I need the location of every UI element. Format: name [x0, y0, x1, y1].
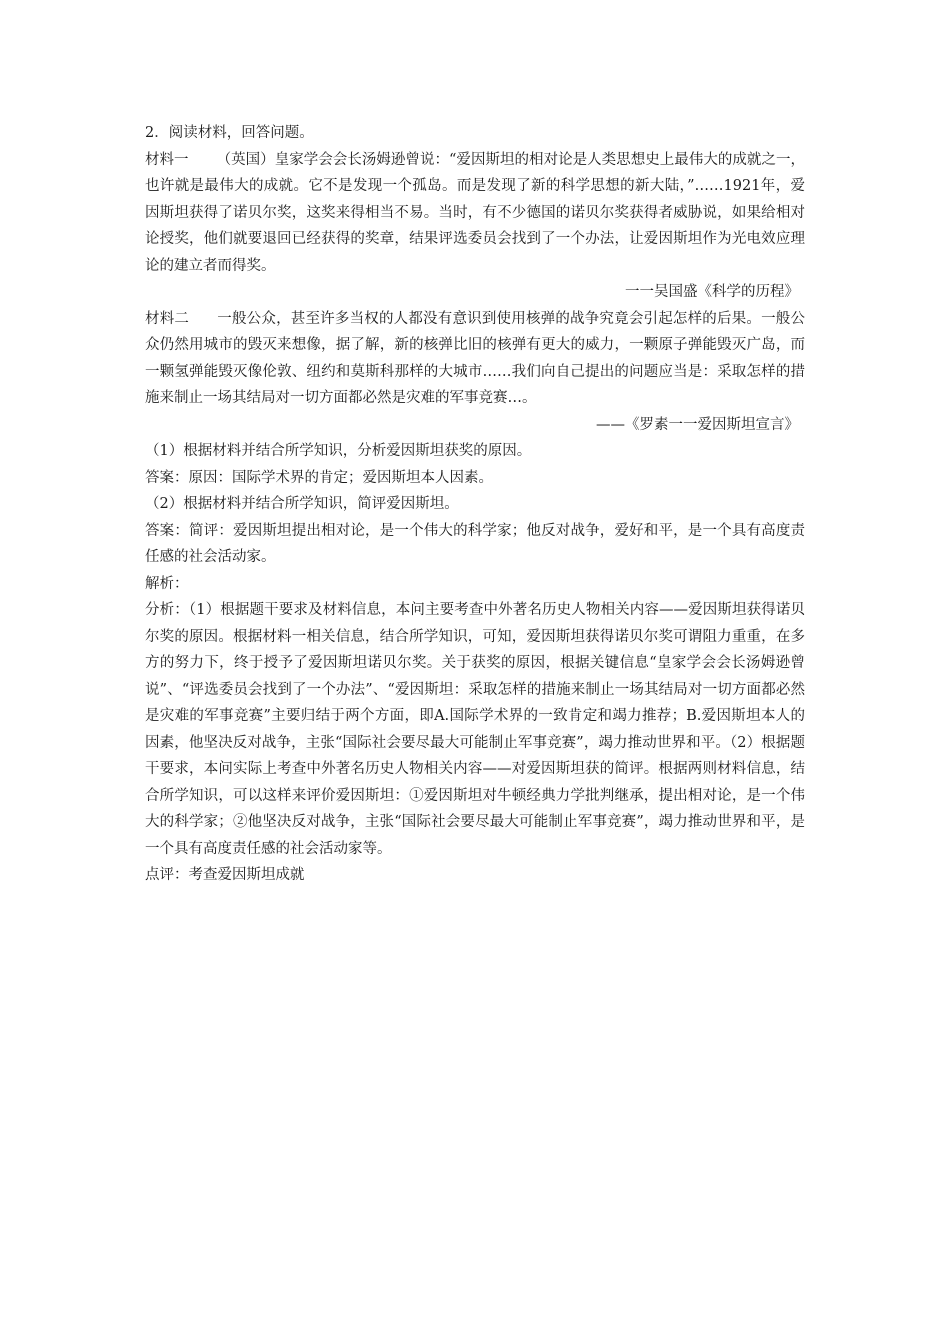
- question-heading: 2．阅读材料，回答问题。: [145, 125, 314, 141]
- material-one-source: 一一吴国盛《科学的历程》: [625, 284, 799, 300]
- comment-text: 点评：考查爱因斯坦成就: [145, 867, 305, 883]
- material-two-source: ——《罗素一一爱因斯坦宣言》: [596, 416, 799, 433]
- material-two-label: 材料二: [145, 310, 190, 327]
- sub-question-1: （1）根据材料并结合所学知识，分析爱因斯坦获奖的原因。: [145, 443, 532, 459]
- answer-1: 答案：原因：国际学术界的肯定；爱因斯坦本人因素。: [145, 469, 493, 486]
- material-one-text: （英国）皇家学会会长汤姆逊曾说：“爱因斯坦的相对论是人类思想史上最伟大的成就之一，也许就是最伟大的成就。它不是发现一个孤岛。而是发现了新的科学思想的新大陆，”……1921年，爱因斯坦获得了诺贝尔奖，这奖来得相当不易。当时，有不少德国的诺贝尔奖获得者威胁说，如果给相对论授奖，他们就要退回已经获得的奖章，结果评选委员会找到了一个办法，让爱因斯坦作为光电效应理论的建立者而得奖。: [145, 151, 805, 274]
- document-page: [145, 120, 805, 889]
- answer-2: 答案：简评：爱因斯坦提出相对论，是一个伟大的科学家；他反对战争，爱好和平，是一个具有高度责任感的社会活动家。: [145, 522, 805, 565]
- material-two-text: 一般公众，甚至许多当权的人都没有意识到使用核弹的战争究竟会引起怎样的后果。一般公众仍然用城市的毁灭来想像，据了解，新的核弹比旧的核弹有更大的威力，一颗原子弹能毁灭广岛，而一颗氢弹能毁灭像伦敦、纽约和莫斯科那样的大城市……我们向自己提出的问题应当是：采取怎样的措施来制止一场其结局对一切方面都必然是灾难的军事竞赛…。: [145, 310, 805, 406]
- sub-question-2: （2）根据材料并结合所学知识，简评爱因斯坦。: [145, 496, 459, 512]
- material-two: [145, 306, 805, 412]
- analysis-label: 解析：: [145, 575, 189, 592]
- analysis-text: 分析：（1）根据题干要求及材料信息，本问主要考查中外著名历史人物相关内容——爱因斯坦获得诺贝尔奖的原因。根据材料一相关信息，结合所学知识，可知，爱因斯坦获得诺贝尔奖可谓阻力重重，在多方的努力下，终于授予了爱因斯坦诺贝尔奖。关于获奖的原因，根据关键信息“皇家学会会长汤姆逊曾说”、“评选委员会找到了一个办法”、“爱因斯坦：采取怎样的措施来制止一场其结局对一切方面都必然是灾难的军事竞赛”主要归结于两个方面，即A.国际学术界的一致肯定和竭力推荐；B.爱因斯坦本人的因素，他坚决反对战争，主张“国际社会要尽最大可能制止军事竞赛”，竭力推动世界和平。（2）根据题干要求，本问实际上考查中外著名历史人物相关内容——对爱因斯坦获的简评。根据两则材料信息，结合所学知识，可以这样来评价爱因斯坦：①爱因斯坦对牛顿经典力学批判继承，提出相对论，是一个伟大的科学家；②他坚决反对战争，主张“国际社会要尽最大可能制止军事竞赛”，竭力推动世界和平，是一个具有高度责任感的社会活动家等。: [145, 602, 805, 857]
- material-one: [145, 147, 805, 280]
- material-one-label: 材料一: [145, 151, 189, 168]
